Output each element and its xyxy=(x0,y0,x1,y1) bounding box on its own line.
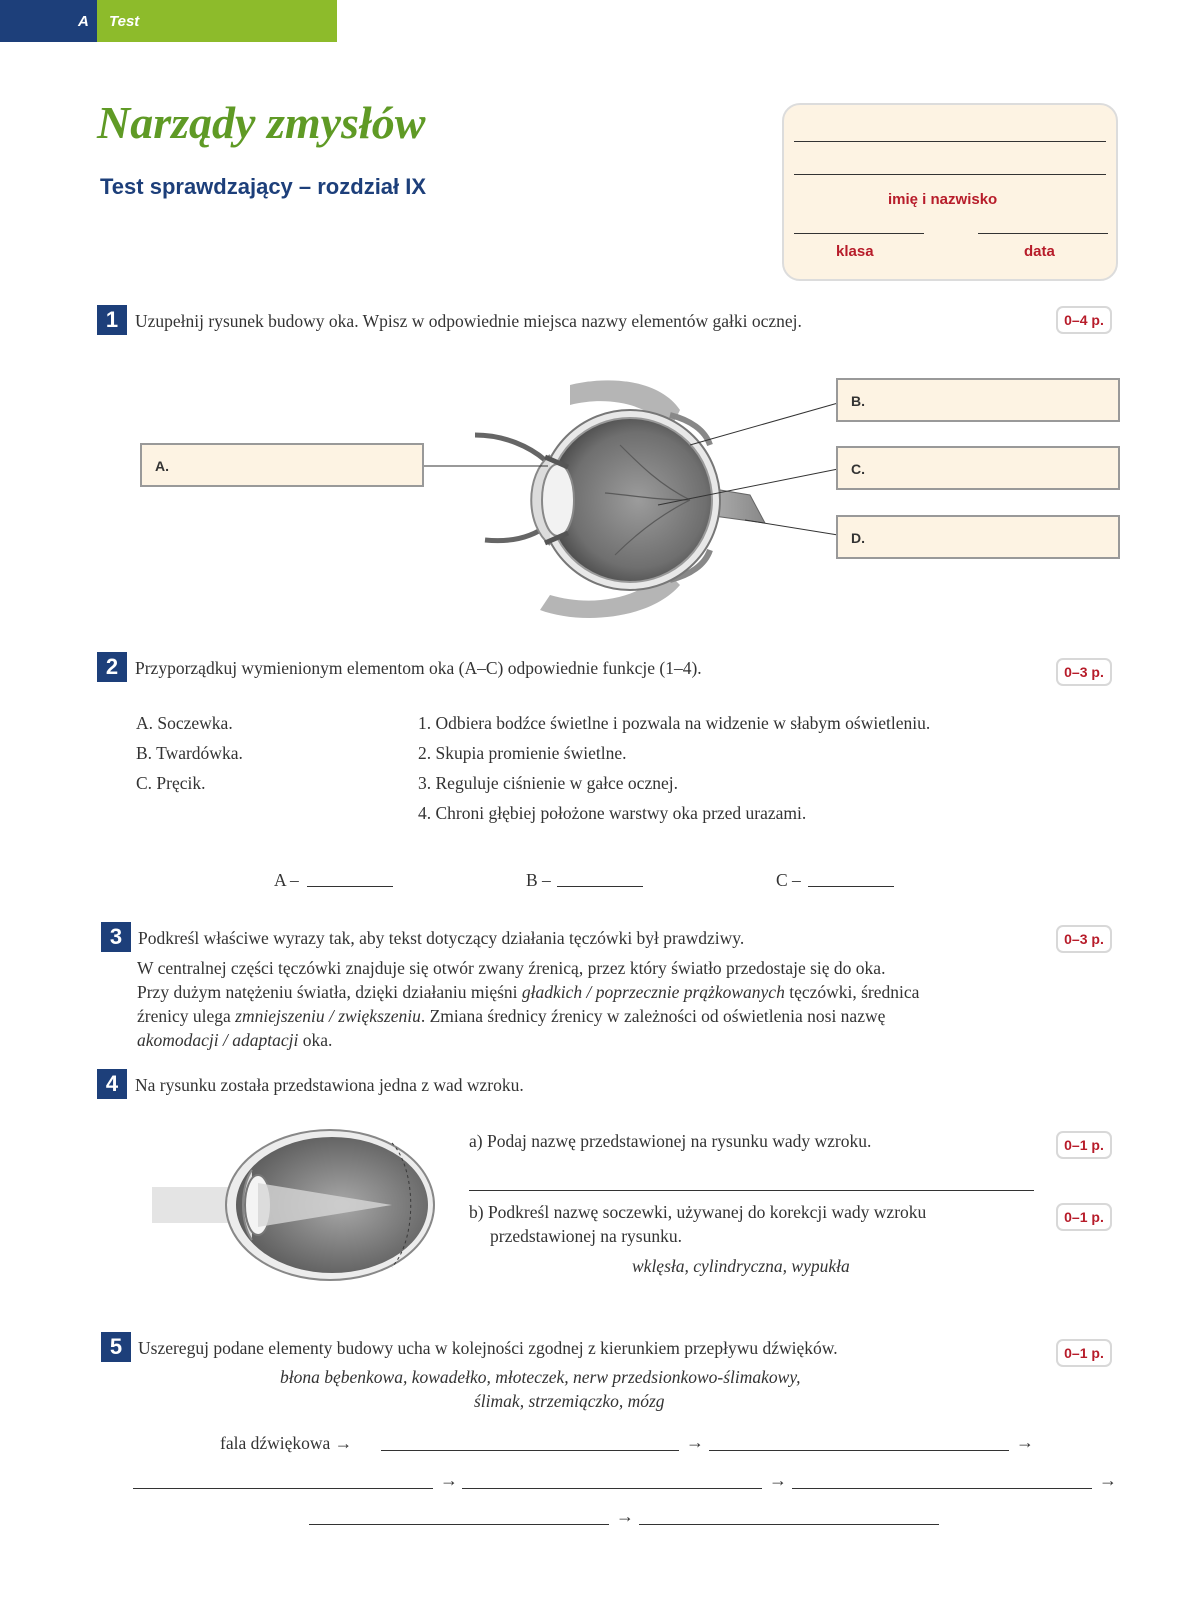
q3-paragraph-line-3 xyxy=(137,1006,885,1027)
question-4a-answer-line[interactable] xyxy=(469,1190,1034,1191)
answer-a-blank[interactable] xyxy=(307,886,393,887)
question-1-points: 0–4 p. xyxy=(1056,306,1112,334)
question-4-text: Na rysunku została przedstawiona jedna z wad wzroku. xyxy=(135,1075,524,1095)
page-title: Narządy zmysłów xyxy=(97,97,426,148)
q3-text-segment: źrenicy ulega xyxy=(137,1006,236,1026)
sequence-arrow: → xyxy=(686,1432,704,1452)
sequence-arrow: → xyxy=(1016,1432,1034,1452)
question-1-text: Uzupełnij rysunek budowy oka. Wpisz w odpowiednie miejsca nazwy elementów gałki ocznej. xyxy=(135,311,802,331)
question-4b-text-1: b) Podkreśl nazwę soczewki, używanej do korekcji wady wzroku xyxy=(469,1202,927,1222)
q3-choice-pupil-change[interactable]: zmniejszeniu / zwiększeniu xyxy=(235,1006,421,1026)
ear-terms-line-1: błona bębenkowa, kowadełko, młoteczek, nerw przedsionkowo-ślimakowy, xyxy=(280,1367,801,1387)
question-3-text: Podkreśl właściwe wyrazy tak, aby tekst dotyczący działania tęczówki był prawdziwy. xyxy=(138,928,745,948)
answer-box-b[interactable] xyxy=(836,378,1120,422)
sequence-start: fala dźwiękowa → xyxy=(220,1433,353,1453)
page-subtitle: Test sprawdzający – rozdział IX xyxy=(100,174,427,199)
question-4a-points: 0–1 p. xyxy=(1056,1131,1112,1159)
sequence-arrow: → xyxy=(616,1506,634,1526)
function-item: 1. Odbiera bodźce świetlne i pozwala na widzenie w słabym oświetleniu. xyxy=(418,713,931,733)
class-label: klasa xyxy=(836,243,874,260)
q3-paragraph-line-1: W centralnej części tęczówki znajduje się otwór zwany źrenicą, przez który światło przedostaje się do oka. xyxy=(137,958,886,978)
sequence-blank-6[interactable] xyxy=(309,1524,609,1525)
function-item: 2. Skupia promienie świetlne. xyxy=(418,743,627,763)
name-label: imię i nazwisko xyxy=(888,191,998,208)
answer-box-a-label: A. xyxy=(155,458,169,474)
answer-c-label: C – xyxy=(776,870,801,890)
question-4-number: 4 xyxy=(97,1069,127,1099)
header-letter: A xyxy=(78,13,89,30)
sequence-blank-2[interactable] xyxy=(709,1450,1009,1451)
answer-c-blank[interactable] xyxy=(808,886,894,887)
question-3-points: 0–3 p. xyxy=(1056,925,1112,953)
question-2-number: 2 xyxy=(97,652,127,682)
element-item: A. Soczewka. xyxy=(136,713,233,733)
answer-box-d[interactable] xyxy=(836,515,1120,559)
answer-box-d-label: D. xyxy=(851,530,865,546)
answer-box-b-label: B. xyxy=(851,393,865,409)
question-5-number: 5 xyxy=(101,1332,131,1362)
header-tag: Test xyxy=(109,13,140,30)
q3-text-segment: tęczówki, średnica xyxy=(784,982,920,1002)
q3-paragraph-line-4 xyxy=(137,1030,332,1051)
function-item: 4. Chroni głębiej położone warstwy oka przed urazami. xyxy=(418,803,807,823)
ear-terms-line-2: ślimak, strzemiączko, mózg xyxy=(474,1391,665,1411)
q3-text-segment: oka. xyxy=(298,1030,333,1050)
question-4a-text: a) Podaj nazwę przedstawionej na rysunku wady wzroku. xyxy=(469,1131,872,1151)
q3-choice-term[interactable]: akomodacji / adaptacji xyxy=(137,1030,299,1050)
question-4b-text-2: przedstawionej na rysunku. xyxy=(490,1226,682,1246)
answer-box-c[interactable] xyxy=(836,446,1120,490)
q3-text-segment: Przy dużym natężeniu światła, dzięki działaniu mięśni xyxy=(137,982,522,1002)
date-label: data xyxy=(1024,243,1055,260)
sequence-blank-7[interactable] xyxy=(639,1524,939,1525)
q3-text-segment: . Zmiana średnicy źrenicy w zależności od oświetlenia nosi nazwę xyxy=(420,1006,886,1026)
question-2-text: Przyporządkuj wymienionym elementom oka (A–C) odpowiednie funkcje (1–4). xyxy=(135,658,702,678)
vision-defect-illustration xyxy=(152,1125,442,1285)
sequence-arrow: → xyxy=(1099,1470,1117,1490)
element-item: C. Pręcik. xyxy=(136,773,206,793)
question-1-number: 1 xyxy=(97,305,127,335)
question-2-points: 0–3 p. xyxy=(1056,658,1112,686)
question-5-text: Uszereguj podane elementy budowy ucha w kolejności zgodnej z kierunkiem przepływu dźwięków. xyxy=(138,1338,838,1358)
answer-b-label: B – xyxy=(526,870,551,890)
sequence-arrow: → xyxy=(769,1470,787,1490)
question-3-number: 3 xyxy=(101,922,131,952)
question-5-points: 0–1 p. xyxy=(1056,1339,1112,1367)
answer-box-c-label: C. xyxy=(851,461,865,477)
sequence-blank-1[interactable] xyxy=(381,1450,679,1451)
sequence-blank-5[interactable] xyxy=(792,1488,1092,1489)
element-item: B. Twardówka. xyxy=(136,743,243,763)
question-4b-points: 0–1 p. xyxy=(1056,1203,1112,1231)
q3-paragraph-line-2 xyxy=(137,982,919,1003)
answer-box-a[interactable] xyxy=(140,443,424,487)
function-item: 3. Reguluje ciśnienie w gałce ocznej. xyxy=(418,773,678,793)
sequence-blank-3[interactable] xyxy=(133,1488,433,1489)
sequence-arrow: → xyxy=(440,1470,458,1490)
answer-b-blank[interactable] xyxy=(557,886,643,887)
q3-choice-muscles[interactable]: gładkich / poprzecznie prążkowanych xyxy=(521,982,785,1002)
sequence-blank-4[interactable] xyxy=(462,1488,762,1489)
answer-a-label: A – xyxy=(274,870,299,890)
lens-options[interactable]: wklęsła, cylindryczna, wypukła xyxy=(632,1256,850,1276)
